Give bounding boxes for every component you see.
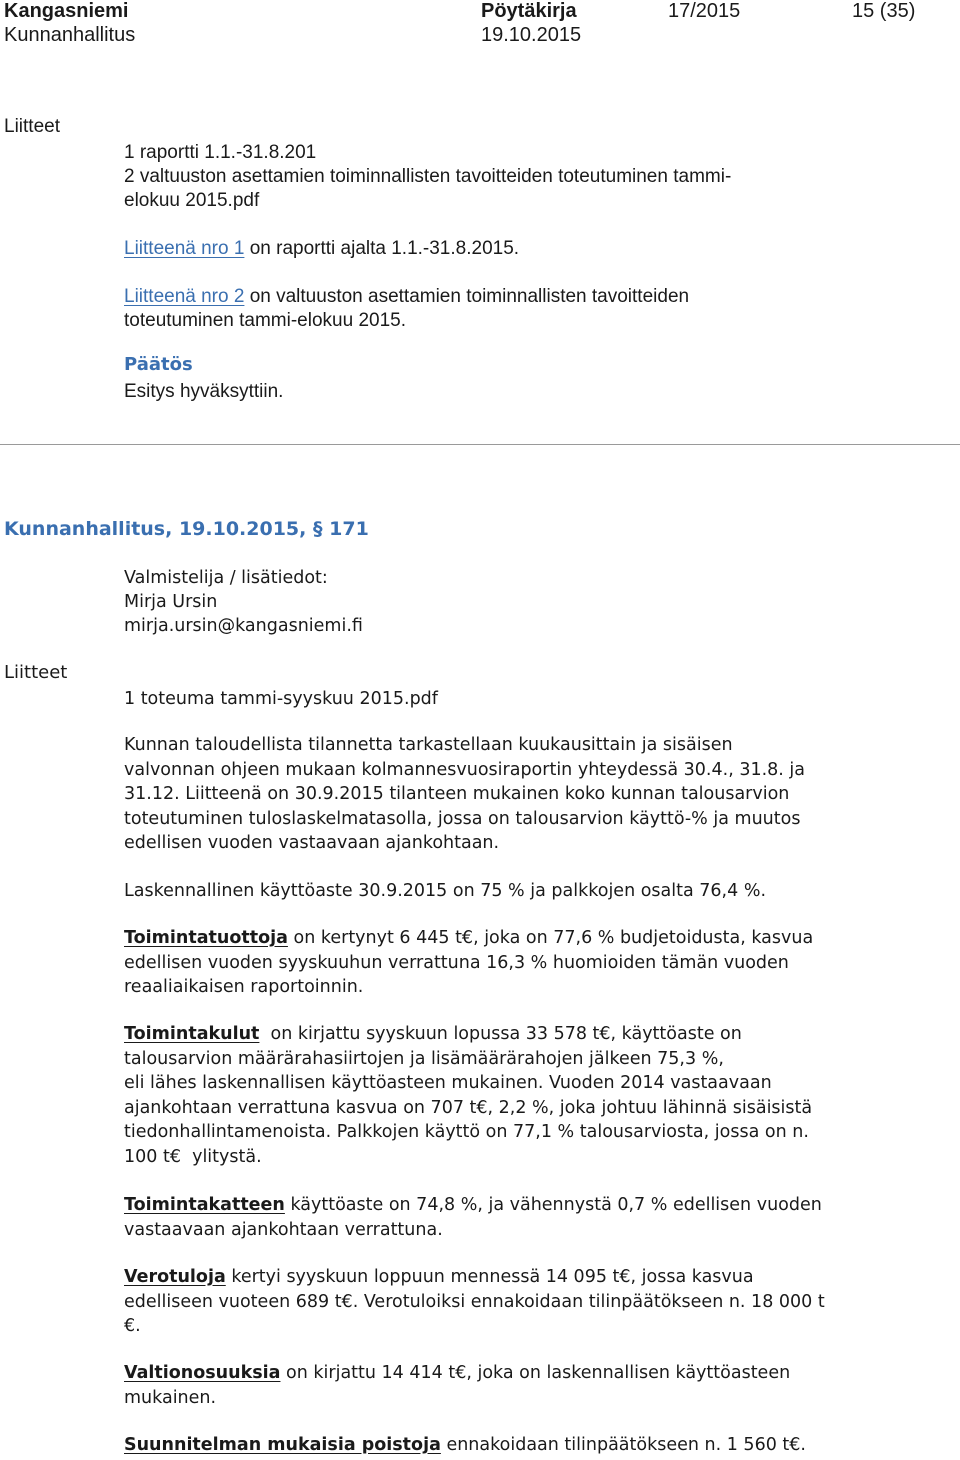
key-term: Toimintatuottoja xyxy=(124,928,288,948)
attachment-item: 1 raportti 1.1.-31.8.201 xyxy=(124,142,317,163)
attachments-label: Liitteet xyxy=(4,116,60,137)
municipality-name: Kangasniemi xyxy=(4,0,129,22)
text-line: edellisen vuoden syyskuuhun verrattuna 16,3 % huomioiden tämän vuoden xyxy=(124,952,789,973)
reference-text: on valtuuston asettamien toiminnallisten tavoitteiden xyxy=(244,286,690,307)
attachment-item: 2 valtuuston asettamien toiminnallisten tavoitteiden toteutuminen tammi- xyxy=(124,166,732,187)
text-line: Kunnan taloudellista tilannetta tarkastellaan kuukausittain ja sisäisen xyxy=(124,735,733,755)
text-line: talousarvion määrärahasiirtojen ja lisämäärärahojen jälkeen 75,3 %, xyxy=(124,1048,724,1069)
text-line: reaaliaikaisen raportoinnin. xyxy=(124,977,364,997)
text-line: edelliseen vuoteen 689 t€. Verotuloiksi ennakoidaan tilinpäätökseen n. 18 000 t xyxy=(124,1291,825,1312)
text-line: käyttöaste on 74,8 %, ja vähennystä 0,7 % edellisen vuoden xyxy=(284,1195,822,1215)
text-line: on kirjattu syyskuun lopussa 33 578 t€, käyttöaste on xyxy=(259,1024,742,1044)
depreciation-paragraph xyxy=(124,1433,884,1458)
key-term: Verotuloja xyxy=(124,1267,226,1287)
meeting-date: 19.10.2015 xyxy=(481,24,582,46)
text-line: on kirjattu 14 414 t€, joka on laskennallisen käyttöasteen xyxy=(280,1363,791,1383)
attachment-item: 1 toteuma tammi-syyskuu 2015.pdf xyxy=(124,689,438,709)
text-line: vastaavaan ajankohtaan verrattuna. xyxy=(124,1219,443,1240)
reference-text: on raportti ajalta 1.1.-31.8.2015. xyxy=(244,238,520,259)
section-title-prefix: Kunnanhallitus, 19.10.2015, xyxy=(4,518,307,540)
intro-paragraph xyxy=(124,733,884,856)
state-subsidies-paragraph xyxy=(124,1361,884,1410)
attachment-item: elokuu 2015.pdf xyxy=(124,190,260,211)
tax-revenue-paragraph xyxy=(124,1265,884,1339)
text-line: valvonnan ohjeen mukaan kolmannesvuosiraportin yhteydessä 30.4., 31.8. ja xyxy=(124,759,805,780)
operating-margin-paragraph xyxy=(124,1193,884,1242)
text-line: €. xyxy=(124,1316,141,1336)
section-divider xyxy=(0,444,960,445)
preparer-name: Mirja Ursin xyxy=(124,592,218,612)
attachment-reference-1 xyxy=(124,236,519,261)
preparer-label: Valmistelija / lisätiedot: xyxy=(124,568,328,588)
body-name: Kunnanhallitus xyxy=(4,24,136,46)
attachments-label: Liitteet xyxy=(4,662,68,683)
document-type: Pöytäkirja xyxy=(481,0,577,22)
text-line: ennakoidaan tilinpäätökseen n. 1 560 t€. xyxy=(440,1435,806,1455)
text-line: 100 t€ ylitystä. xyxy=(124,1146,262,1167)
attachment-link-1[interactable]: Liitteenä nro 1 xyxy=(124,238,245,259)
text-line: 31.12. Liitteenä on 30.9.2015 tilanteen mukainen koko kunnan talousarvion xyxy=(124,784,790,804)
text-line: eli lähes laskennallisen käyttöasteen mukainen. Vuoden 2014 vastaavaan xyxy=(124,1073,772,1093)
key-term: Toimintakatteen xyxy=(124,1195,285,1215)
reference-continuation: toteutuminen tammi-elokuu 2015. xyxy=(124,310,406,331)
text-line: tiedonhallintamenoista. Palkkojen käyttö on 77,1 % talousarviosta, jossa on n. xyxy=(124,1122,809,1142)
decision-text: Esitys hyväksyttiin. xyxy=(124,381,284,402)
attachment-reference-2 xyxy=(124,284,689,309)
page-number: 15 (35) xyxy=(852,0,916,22)
section-sign: § xyxy=(313,518,323,540)
preparer-email: mirja.ursin@kangasniemi.fi xyxy=(124,616,363,636)
key-term: Valtionosuuksia xyxy=(124,1363,281,1383)
text-line: toteutuminen tuloslaskelmatasolla, jossa on talousarvion käyttö-% ja muutos xyxy=(124,808,801,829)
attachment-link-2[interactable]: Liitteenä nro 2 xyxy=(124,286,245,307)
text-line: mukainen. xyxy=(124,1387,217,1408)
key-term: Toimintakulut xyxy=(124,1024,260,1044)
decision-heading: Päätös xyxy=(124,354,193,375)
text-line: on kertynyt 6 445 t€, joka on 77,6 % budjetoidusta, kasvua xyxy=(287,928,814,948)
text-line: edellisen vuoden vastaavaan ajankohtaan. xyxy=(124,833,500,853)
section-title xyxy=(4,518,369,540)
text-line: ajankohtaan verrattuna kasvua on 707 t€, 2,2 %, joka johtuu lähinnä sisäisistä xyxy=(124,1097,813,1118)
document-number: 17/2015 xyxy=(668,0,741,22)
text-line: kertyi syyskuun loppuun mennessä 14 095 t€, jossa kasvua xyxy=(225,1267,754,1287)
key-term: Suunnitelman mukaisia poistoja xyxy=(124,1435,441,1455)
section-number: 171 xyxy=(329,518,369,540)
usage-rate-line: Laskennallinen käyttöaste 30.9.2015 on 75 % ja palkkojen osalta 76,4 %. xyxy=(124,881,767,901)
operating-expenses-paragraph xyxy=(124,1022,884,1169)
operating-income-paragraph xyxy=(124,926,884,1000)
